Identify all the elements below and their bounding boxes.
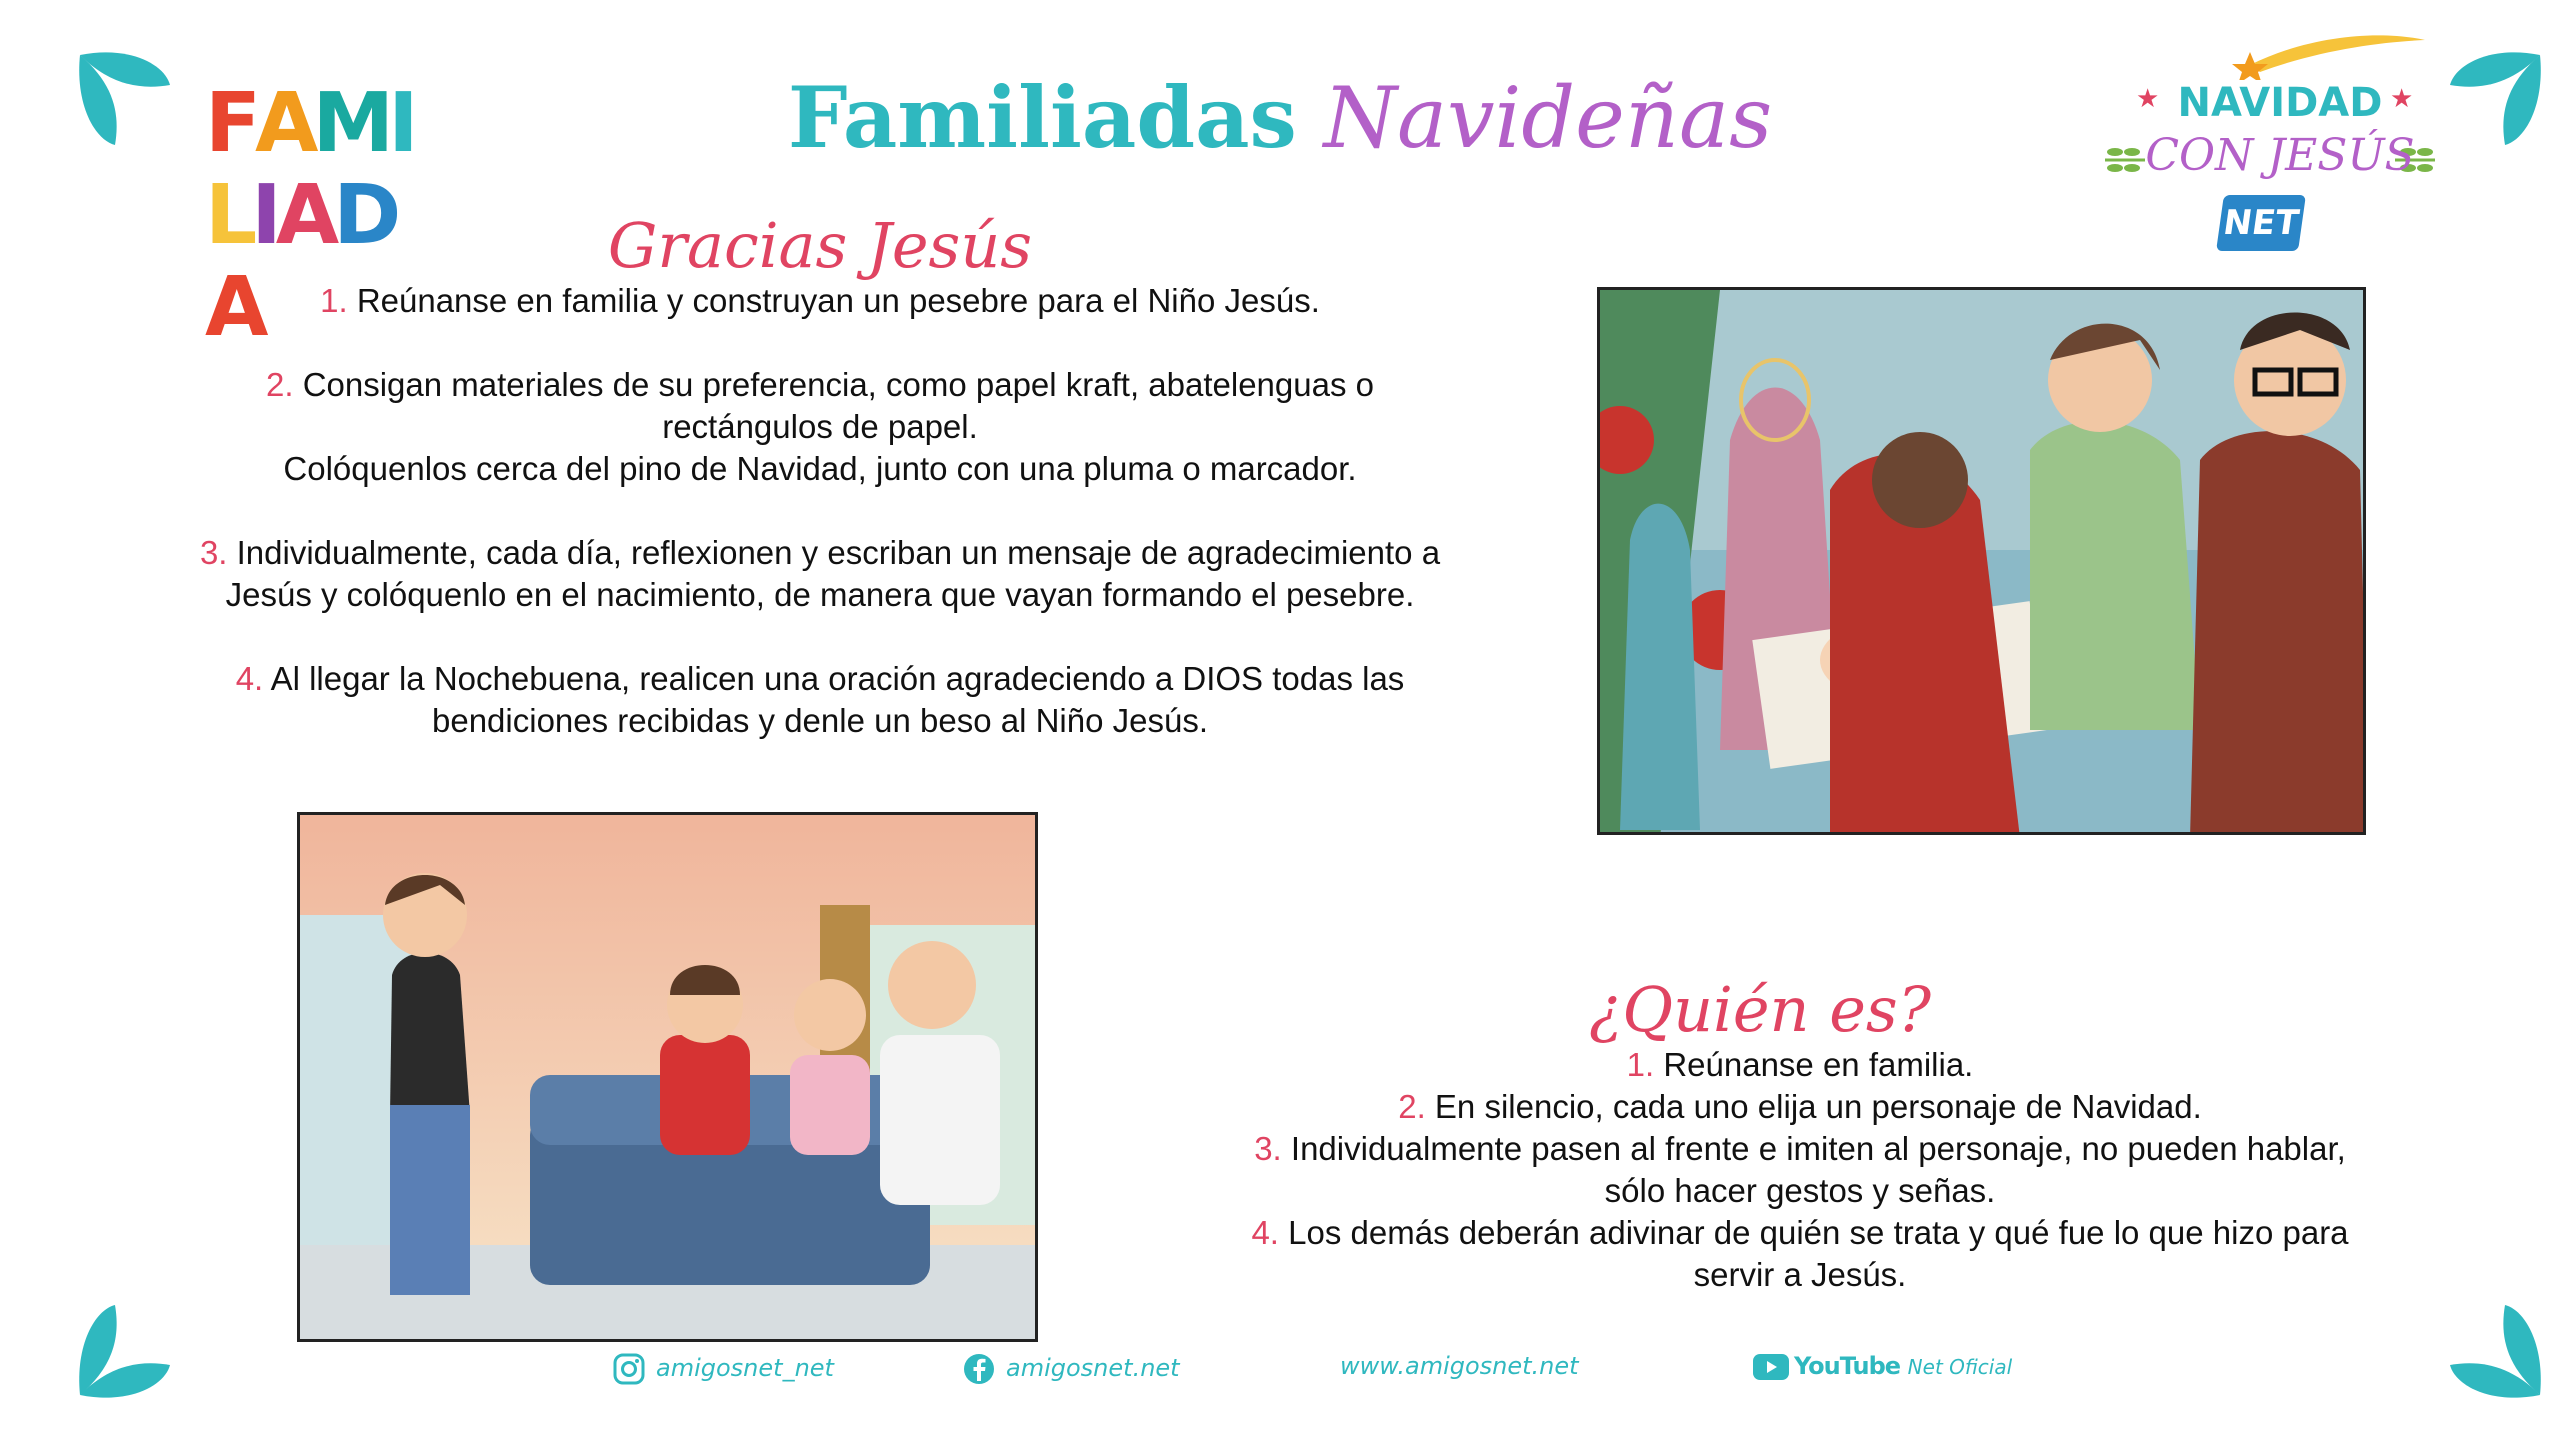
youtube-icon: [1752, 1353, 1790, 1381]
instruction-number: 1.: [1626, 1046, 1655, 1083]
instruction-item: [1080, 1086, 2520, 1128]
logo-letter: F: [205, 76, 256, 171]
logo-con-jesus-text: CON JESÚS: [2145, 130, 2415, 181]
instruction-text: Colóquenlos cerca del pino de Navidad, junto con una pluma o marcador.: [283, 450, 1357, 487]
instruction-text: servir a Jesús.: [1693, 1256, 1907, 1293]
logo-letter: D: [333, 168, 396, 263]
star-small-icon: ★: [2390, 84, 2414, 114]
logo-letter: M: [312, 76, 389, 171]
footer-website[interactable]: [1340, 1352, 1579, 1380]
logo-letter: I: [251, 168, 276, 263]
instruction-text: Reúnanse en familia y construyan un pesebre para el Niño Jesús.: [356, 282, 1320, 319]
instruction-number: 2.: [265, 366, 294, 403]
instruction-item: [110, 280, 1530, 322]
instruction-item: [110, 532, 1530, 616]
logo-letter: A: [275, 168, 334, 263]
logo-letter: L: [205, 168, 252, 263]
instruction-text: Reúnanse en familia.: [1663, 1046, 1974, 1083]
instruction-text: sólo hacer gestos y señas.: [1604, 1172, 1996, 1209]
footer-facebook[interactable]: [962, 1352, 1180, 1386]
instruction-text: Los demás deberán adivinar de quién se trata y qué fue lo que hizo para: [1288, 1214, 2349, 1251]
instruction-text: Jesús y colóquenlo en el nacimiento, de manera que vayan formando el pesebre.: [225, 576, 1415, 613]
website-link: www.amigosnet.net: [1340, 1352, 1579, 1380]
logo-navidad-text: NAVIDAD: [2177, 80, 2383, 126]
logo-letter: A: [205, 260, 263, 355]
instruction-text: bendiciones recibidas y denle un beso al Niño Jesús.: [432, 702, 1208, 739]
instruction-text: Al llegar la Nochebuena, realicen una oración agradeciendo a DIOS todas las: [270, 660, 1405, 697]
footer-instagram[interactable]: [612, 1352, 834, 1386]
instruction-text: Individualmente pasen al frente e imiten al personaje, no pueden hablar,: [1290, 1130, 2346, 1167]
corner-leaf-ornament-bottom-left: [70, 1295, 180, 1405]
instruction-number: 3.: [199, 534, 228, 571]
instagram-icon: [612, 1352, 646, 1386]
shooting-star-icon: [2230, 30, 2430, 80]
instruction-item: [1080, 1044, 2520, 1086]
title-familiadas: Familiadas: [787, 68, 1297, 167]
instruction-number: 1.: [320, 282, 348, 319]
section-title-quien-es: ¿Quién es?: [1589, 973, 1931, 1046]
logo-letter: I: [388, 76, 413, 171]
instruction-number: 2.: [1398, 1088, 1426, 1125]
instruction-text: En silencio, cada uno elija un personaje de Navidad.: [1434, 1088, 2202, 1125]
nativity-family-illustration: [1597, 287, 2366, 835]
instruction-number: 4.: [235, 660, 264, 697]
instruction-number: 3.: [1254, 1130, 1282, 1167]
instagram-handle: amigosnet_net: [656, 1354, 834, 1382]
instruction-text: Individualmente, cada día, reflexionen y escriban un mensaje de agradecimiento a: [236, 534, 1441, 571]
net-badge: NET: [2216, 195, 2306, 251]
instruction-text: rectángulos de papel.: [662, 408, 978, 445]
instruction-number: 4.: [1251, 1214, 1279, 1251]
gracias-jesus-instructions: [110, 280, 1530, 784]
corner-leaf-ornament-bottom-right: [2440, 1295, 2550, 1405]
facebook-handle: amigosnet.net: [1006, 1354, 1180, 1382]
logo-letter: A: [255, 76, 313, 171]
youtube-channel: Net Oficial: [1907, 1355, 2013, 1379]
navidad-con-jesus-logo: [2100, 30, 2440, 260]
instruction-item: [110, 658, 1530, 742]
star-small-icon: ★: [2136, 84, 2160, 114]
instruction-item: [1080, 1212, 2520, 1296]
instruction-text: Consigan materiales de su preferencia, como papel kraft, abatelenguas o: [302, 366, 1374, 403]
facebook-icon: [962, 1352, 996, 1386]
family-charades-illustration: [297, 812, 1038, 1342]
instruction-item: [110, 364, 1530, 490]
youtube-brand: YouTube: [1794, 1352, 1901, 1380]
instruction-item: [1080, 1128, 2520, 1212]
title-navidenas: Navideñas: [1323, 69, 1773, 167]
quien-es-instructions: [1080, 1044, 2520, 1296]
section-title-gracias-jesus: Gracias Jesús: [607, 209, 1033, 282]
footer-youtube[interactable]: [1752, 1352, 2012, 1381]
